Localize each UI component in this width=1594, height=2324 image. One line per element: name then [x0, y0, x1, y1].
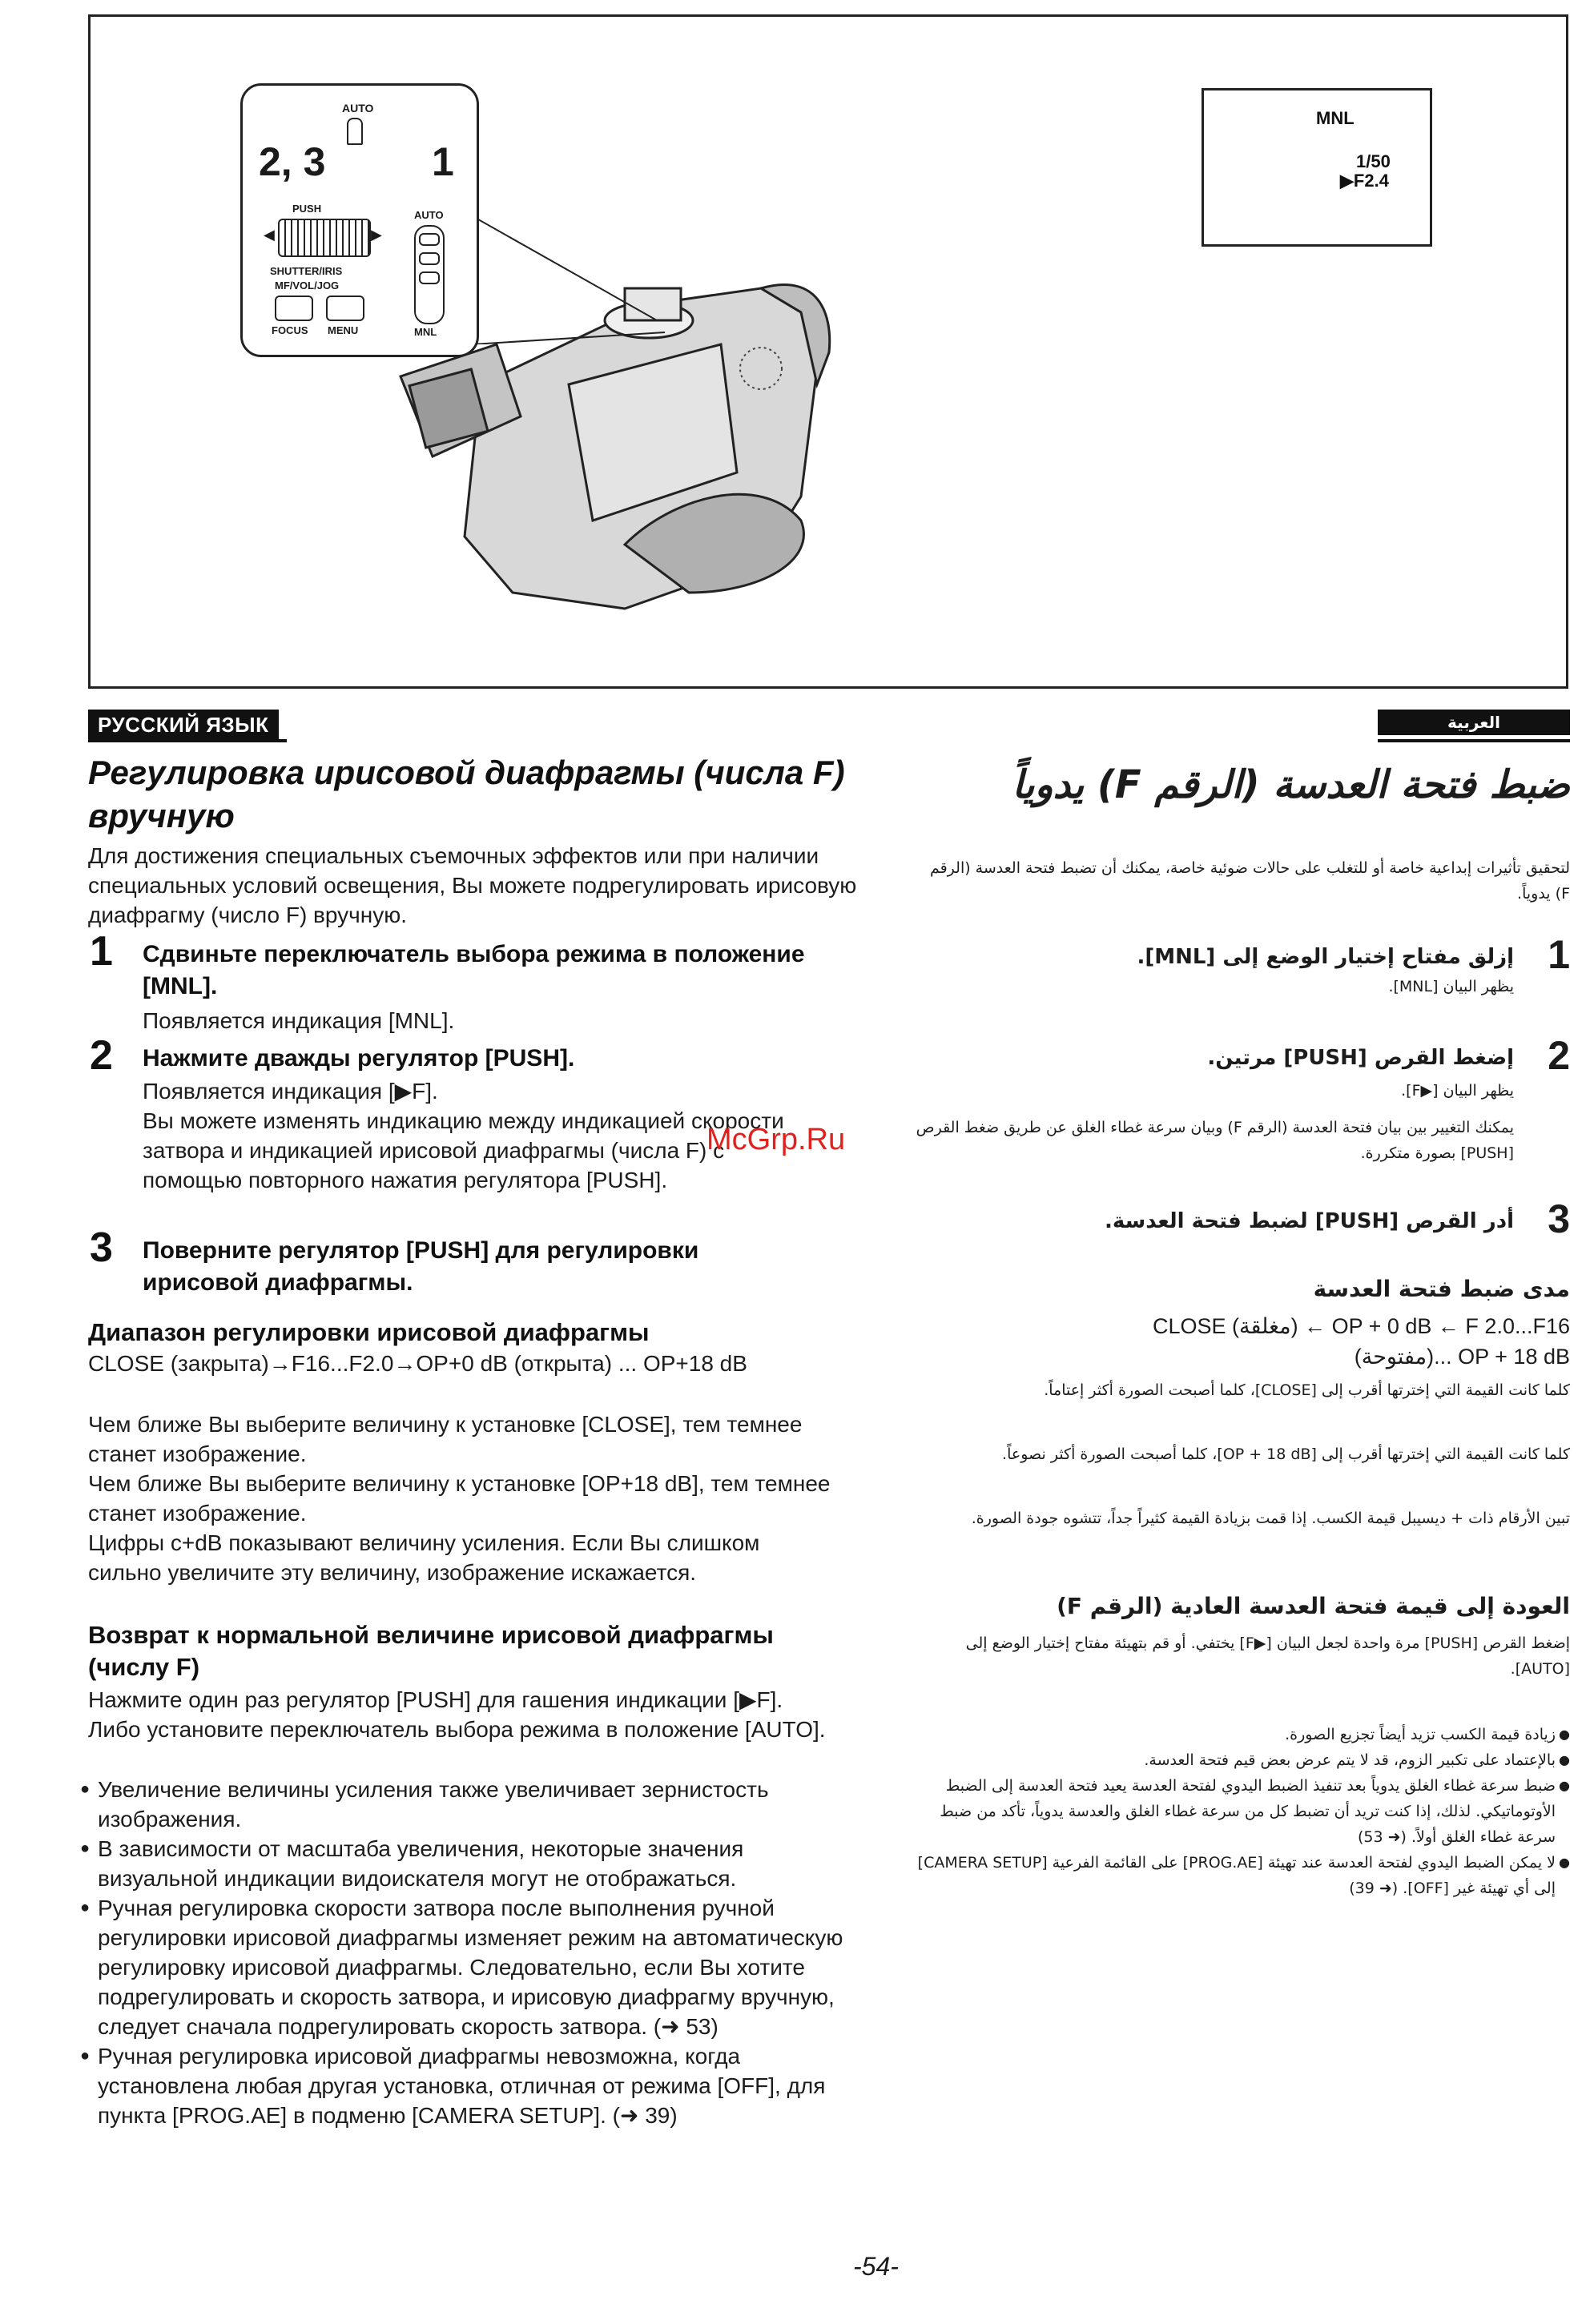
ru-step-1-number: 1 — [90, 928, 113, 975]
focus-label: FOCUS — [272, 324, 308, 336]
arabic-tag-rule — [1378, 739, 1570, 742]
russian-intro: Для достижения специальных съемочных эффектов или при наличии специальных условий освещения, Вы можете подрегулировать ирисовую диафрагму (число F) вручную. — [88, 843, 857, 927]
ar-range-line-1: OP + 0 dB ← F 2.0...F16 ← (مغلقة) CLOSE — [1153, 1314, 1570, 1338]
shutter-iris-label: SHUTTER/IRIS — [270, 265, 343, 277]
ru-range-line: CLOSE (закрыта)→F16...F2.0→OP+0 dB (открыта) ... OP+18 dB — [88, 1351, 747, 1376]
push-dial[interactable] — [278, 219, 371, 257]
ar-range-heading: مدى ضبط فتحة العدسة — [1313, 1276, 1570, 1302]
ar-note-1: ● زيادة قيمة الكسب تزيد أيضاً تجزيع الصورة. — [913, 1722, 1570, 1747]
step-callout-1: 1 — [432, 139, 454, 184]
ar-range-p2: كلما كانت القيمة التي إخترتها أقرب إلى [OP + 18 dB]، كلما أصبحت الصورة أكثر نصوعاً. — [1002, 1445, 1570, 1463]
russian-title: Регулировка ирисовой диафрагмы (числа F) вручную — [88, 754, 845, 834]
ru-range-p2: Чем ближе Вы выберите величину к установке [OP+18 dB], тем темнее станет изображение. — [88, 1471, 831, 1526]
ru-step-2-number: 2 — [90, 1032, 113, 1079]
ar-step-2-heading: إضغط القرص [PUSH] مرتين. — [1207, 1046, 1514, 1070]
mf-vol-jog-label: MF/VOL/JOG — [275, 279, 340, 292]
ar-note-4: ● لا يمكن الضبط اليدوي لفتحة العدسة عند تهيئة [PROG.AE] على القائمة الفرعية [CAMERA SETUP] إلى أي تهيئة غير [OFF]. (➜ 39) — [913, 1850, 1570, 1901]
arrow-left-icon: ◀ — [264, 227, 275, 243]
focus-button[interactable] — [275, 296, 313, 321]
ru-return-text: Нажмите один раз регулятор [PUSH] для гашения индикации [▶F]. Либо установите переключатель выбора режима в положение [AUTO]. — [88, 1687, 826, 1742]
ru-range-p1: Чем ближе Вы выберите величину к установке [CLOSE], тем темнее станет изображение. — [88, 1412, 803, 1466]
ru-note-1: ● Увеличение величины усиления также увеличивает зернистость изображения. — [80, 1775, 849, 1834]
ar-step-1-heading: إزلق مفتاح إختيار الوضع إلى [MNL]. — [1137, 945, 1514, 969]
ru-step-2-text: Появляется индикация [▶F]. — [143, 1079, 438, 1104]
vf-aperture: ▶F2.4 — [1340, 171, 1389, 191]
mode-selector-switch[interactable] — [414, 225, 445, 324]
auto-switch-label: AUTO — [414, 209, 444, 221]
ru-step-2-heading: Нажмите дважды регулятор [PUSH]. — [143, 1045, 575, 1072]
ar-step-3-number: 3 — [1548, 1196, 1570, 1241]
ar-note-2: ● بالإعتماد على تكبير الزوم، قد لا يتم عرض بعض قيم فتحة العدسة. — [913, 1747, 1570, 1773]
ar-range-line-2: OP + 18 dB ...(مفتوحة) — [1354, 1345, 1570, 1369]
arrow-right-icon: ▶ — [371, 227, 382, 243]
ru-note-3: ● Ручная регулировка скорости затвора после выполнения ручной регулировки ирисовой диафрагмы изменяет режим на автоматическую регулировку ирисовой диафрагмы. Следовательно, если Вы хотите подрегулировать и скорость затвора, и ирисовую диафрагму вручную, следует сначала подрегулировать скорость затвора. (➜ 53) — [80, 1893, 849, 2041]
viewfinder-display — [1202, 88, 1432, 247]
ru-note-2: ● В зависимости от масштаба увеличения, некоторые значения визуальной индикации видоискателя могут не отображаться. — [80, 1834, 849, 1893]
ar-step-1-number: 1 — [1548, 932, 1570, 977]
ar-range-p1: كلما كانت القيمة التي إخترتها أقرب إلى [CLOSE]، كلما أصبحت الصورة أكثر إعتاماً. — [1044, 1381, 1570, 1399]
ru-note-4: ● Ручная регулировка ирисовой диафрагмы невозможна, когда установлена любая другая установка, отличная от режима [OFF], для пункта [PROG.AE] в подменю [CAMERA SETUP]. (➜ 39) — [80, 2041, 849, 2130]
ru-step-1-text: Появляется индикация [MNL]. — [143, 1008, 455, 1033]
push-label: PUSH — [292, 203, 322, 215]
ar-return-heading: العودة إلى قيمة فتحة العدسة العادية (الرقم F) — [1057, 1593, 1570, 1619]
control-panel-inset — [240, 83, 479, 357]
menu-label: MENU — [328, 324, 359, 336]
ar-note-3: ● ضبط سرعة غطاء الغلق يدوياً بعد تنفيذ الضبط اليدوي لفتحة العدسة يعيد فتحة العدسة إلى الضبط الأوتوماتيكي. لذلك، إذا كنت تريد أن تضبط كل من سرعة غطاء الغلق والعدسة يدوياً، تأكد من ضبط سرعة غطاء الغلق أولاً. (➜ 53) — [913, 1773, 1570, 1850]
ru-step-2-text-2: Вы можете изменять индикацию между индикацией скорости затвора и индикацией ирисовой диафрагмы (числа F) с помощью повторного нажатия регулятора [PUSH]. — [143, 1108, 784, 1192]
ru-step-1-heading: Сдвиньте переключатель выбора режима в положение [MNL]. — [143, 941, 805, 999]
ru-range-p3: Цифры c+dB показывают величину усиления. Если Вы слишком сильно увеличите эту величину, изображение искажается. — [88, 1530, 760, 1585]
ar-step-1-text: يظهر البيان [MNL]. — [1388, 978, 1514, 995]
menu-button[interactable] — [326, 296, 364, 321]
vf-shutter: 1/50 — [1356, 151, 1391, 171]
step-callout-2-3: 2, 3 — [259, 139, 326, 184]
ru-notes — [80, 1775, 849, 2130]
page-number: -54- — [853, 2252, 899, 2281]
ar-notes — [913, 1722, 1570, 1901]
auto-top-label: AUTO — [342, 102, 374, 115]
watermark: McGrp.Ru — [706, 1123, 846, 1156]
ar-step-2-number: 2 — [1548, 1033, 1570, 1078]
arabic-language-tag: العربية — [1378, 710, 1570, 735]
ar-step-3-heading: أدر القرص [PUSH] لضبط فتحة العدسة. — [1104, 1209, 1514, 1233]
vf-mode: MNL — [1316, 108, 1354, 128]
ar-range-p3: تبين الأرقام ذات + ديسيبل قيمة الكسب. إذا قمت بزيادة القيمة كثيراً جداً، تتشوه جودة الصورة. — [971, 1510, 1570, 1527]
arabic-intro: لتحقيق تأثيرات إبداعية خاصة أو للتغلب على حالات ضوئية خاصة، يمكنك أن تضبط فتحة العدسة (الرقم F) يدوياً. — [929, 859, 1570, 903]
ru-step-3-heading: Поверните регулятор [PUSH] для регулировки ирисовой диафрагмы. — [143, 1237, 699, 1296]
ru-range-heading: Диапазон регулировки ирисовой диафрагмы — [88, 1318, 650, 1346]
ar-step-2-text: يظهر البيان [▶F]. — [1401, 1082, 1514, 1100]
ar-step-2-text-2: يمكنك التغيير بين بيان فتحة العدسة (الرقم F) وبيان سرعة غطاء الغلق عن طريق ضغط القرص [PUSH] بصورة متكررة. — [916, 1119, 1514, 1162]
ru-return-heading: Возврат к нормальной величине ирисовой диафрагмы (числу F) — [88, 1621, 774, 1681]
arabic-title: ضبط فتحة العدسة (الرقم F) يدوياً — [1012, 762, 1570, 807]
ru-step-3-number: 3 — [90, 1224, 113, 1271]
callout-lines — [473, 200, 681, 344]
ar-return-text: إضغط القرص [PUSH] مرة واحدة لجعل البيان [▶F] يختفي. أو قم بتهيئة مفتاح إختيار الوضع إلى [AUTO]. — [965, 1634, 1570, 1678]
mnl-switch-label: MNL — [414, 326, 437, 338]
russian-tag-rule — [88, 739, 287, 742]
switch-knob-icon — [347, 118, 363, 145]
russian-language-tag: РУССКИЙ ЯЗЫК — [88, 710, 279, 741]
